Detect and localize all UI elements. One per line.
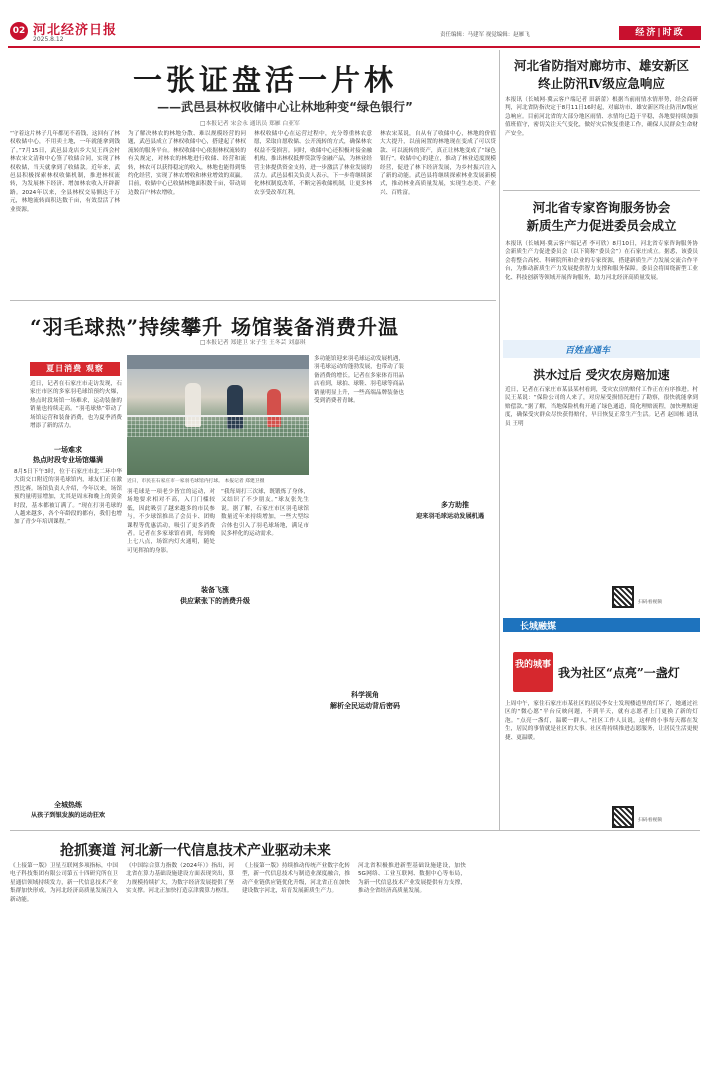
bottom-title: 抢抓赛道 河北新一代信息技术产业驱动未来 [60,843,331,859]
bottom-col-2: 《中国综合算力指数（2024年）》指出，河北省在算力基础设施建设方面表现突出，算力规模持续扩大，为数字经济发展提供了坚实支撑。河北正加快打造京津冀算力枢纽。 [126,863,234,895]
lead-byline: □本报记者 宋会永 通讯员 郑雁 白亚军 [200,121,300,127]
feather-subhead-2: 装备飞涨 [201,586,229,594]
bottom-col-1: 《上接第一版》卫星互联网多项指标，中国电子科技集团有限公司第五十四研究所在卫星通信领域持续发力，新一代信息技术产业集群加快形成，为河北经济高质量发展注入新动能。 [10,863,118,903]
feather-col-3: “我每周打三次球，既锻炼了身体，又结识了不少朋友。”球友张先生说。据了解，石家庄市区羽毛球馆数量近年来持续增加，一些大型综合体也引入了羽毛球场地，满足市民多样化的运动需求。 [221,489,309,538]
feather-subhead-3: 科学视角 [351,691,379,699]
baixing-label: 百姓直通车 [565,346,611,356]
feather-subhead-2b: 供应紧张下的消费升级 [180,597,250,605]
right-mid-title-2: 新质生产力促进委员会成立 [526,218,677,233]
editor-info: 责任编辑：马建军 视觉编辑：赵雁飞 [440,32,530,38]
baixing-title: 洪水过后 受灾农房赔加速 [533,368,670,382]
feather-col-2: 羽毛球是一项老少皆宜的运动，对场地要求相对不高，入门门槛较低，因此吸引了越来越多的市民参与。不少球馆推出了会员卡、团购课程等优惠活动，吸引了更多消费者。记者在多家球馆看到，每到晚上七八点，场馆内灯火通明，随处可见挥拍的身影。 [127,489,215,554]
qr-label-2: 扫码看视频 [638,818,662,823]
feather-col-4: 多功能馆迎来羽毛球运动发展机遇，羽毛球运动的蓬勃发展，也带动了装备消费的增长。记者在多家体育用品店看到，球拍、球鞋、羽毛球等商品销量明显上升，一些高端品牌装备也受到消费者青睐。 [314,356,404,405]
feather-intro: 近日，记者在石家庄市走访发现，石家庄市区的多家羽毛球馆预约火爆，热点时段场馆一场难求，运动装备的销量也持续走高。“羽毛球热”带动了场馆运营和装备消费，也为夏季消费增添了新的活力。 [30,381,122,430]
badminton-photo [127,355,309,475]
paper-name: 河北经济日报 [33,23,118,38]
right-mid-title-1: 河北省专家咨询服务协会 [532,200,671,215]
feather-subhead-4b: 迎来羽毛球运动发展机遇 [415,513,485,520]
summer-consumption-tag: 夏日消费 观察 [30,362,120,376]
bottom-col-3: 《上接第一版》持续推动传统产业数字化转型，新一代信息技术与制造业深度融合，推动产业链供应链优化升级，河北省正在加快建设数字河北，培育发展新质生产力。 [242,863,350,895]
right-top-title-1: 河北省防指对廊坊市、雄安新区 [513,58,689,73]
changcheng-label: 长城融媒 [520,622,557,632]
lead-subtitle: ——武邑县林权收储中心让林地种变“绿色银行” [157,100,413,114]
section-divider [10,300,496,301]
lead-col-3: 林权收储中心在运营过程中，充分尊重林农意愿，采取自愿收储、公开流转的方式，确保林农权益不受损害。同时，收储中心还积极对接金融机构，推出林权抵押贷款等金融产品，为林业经营主体提供资金支持，进一步激活了林业发展的活力。武邑县相关负责人表示，下一步将继续深化林权制度改革，不断完善收储机制，让更多林农享受改革红利。 [254,131,372,196]
qr-label: 扫码看视频 [638,600,662,605]
right-mid-body: 本报讯（长城网·冀云客户端记者 李可欣）8月10日，河北省专家咨询服务协会新质生产力促进委员会（以下简称“委员会”）在石家庄成立。据悉，该委员会将整合高校、科研院所和企业的专家资源，搭建新质生产力发展交流合作平台，为推动新质生产力发展提供智力支撑和服务保障。委员会将围绕新型工业化、科技创新等领域开展咨询服务，助力河北经济高质量发展。 [505,241,698,281]
lead-col-4: 林农宋某说，自从有了收储中心，林地的价值大大提升，以前闲置的林地现在变成了可以贷款、可以流转的资产，真正让林地变成了“绿色银行”。收储中心的建立，推动了林业适度规模经营，促进了林下经济发展，为乡村振兴注入了新的动能。武邑县将继续探索林业发展新模式，推动林业高质量发展，实现生态美、产业兴、百姓富。 [380,131,496,196]
feather-subhead-5: 全城热练 [54,801,82,809]
right-divider-1 [503,190,700,191]
lead-title: 一张证盘活一片林 [132,63,397,97]
right-top-body: 本报讯（长城网·冀云客户端记者 田新蕾）根据当前雨情水情形势，经会商研判，河北省防指决定于8月11日16时起，对廊坊市、雄安新区终止防汛Ⅳ级应急响应。目前河北省的大部分地区雨情、水情均已趋于平稳，各地要持续加强值班值守，密切关注天气变化，做好灾后恢复重建工作，确保人民群众生命财产安全。 [505,97,698,137]
feather-title: “羽毛球热”持续攀升 场馆装备消费升温 [30,315,399,339]
feather-subhead-1: 一场难求 [54,446,82,454]
feather-subhead-5b: 从孩子到银发族的运动狂欢 [30,812,106,819]
photo-caption: 近日，市民在石家庄市一家羽毛球馆内打球。 本报记者 郑建卫摄 [127,479,265,484]
feather-subhead-1b: 热点时段专业场馆爆满 [33,456,103,464]
baixing-body: 近日，记者在石家庄市某县某村看到，受灾农房的赔付工作正在有序推进。村民王某说：“保险公司的人来了，对房屋受损情况进行了勘察，很快就能拿到赔偿款。”据了解，当地保险机构开通了绿色通道，简化理赔流程，加快理赔速度，确保受灾群众尽快获得赔付，早日恢复正常生产生活。记者 赵国栋 通讯员 王明 [505,387,698,427]
page-number: 02 [10,22,28,40]
issue-date: 2025.8.12 [33,36,64,43]
qr-code-icon[interactable] [612,586,634,608]
feather-col-1: 8月5日下午3时，位于石家庄市北二环中华大街交口附近的羽毛球馆内，球友们正在激烈比赛。场馆负责人介绍，今年以来，场馆预约量明显增加，尤其是周末和晚上的黄金时段，基本都被订满了。“现在打羽毛球的人越来越多，各个年龄段的都有，我们也增加了青少年培训课程。” [14,469,122,526]
feather-byline: □本报记者 郑建卫 宋子生 王冬芸 刘嘉琪 [200,340,306,346]
bottom-divider [10,830,700,831]
feather-subhead-4: 多方助推 [441,501,469,509]
masthead-divider [8,46,700,48]
lead-col-1: “守着这片林子几年都见不着钱，这回有了林权收储中心，不用卖土地，一年就能拿到钱了。”7月15日，武邑县龙店乡大吴王西会村林农宋文清和中心签了收储合同，实现了林权收储，当天就拿到了收储款。近年来，武邑县积极探索林权收储机制，推进林权流转，为发展林下经济、增加林农收入开辟新路。2024年以来，全县林权交易额达千万元，林地流转面积达数千亩，有效盘活了林业资源。 [10,131,120,213]
community-body: 上周中午，家住石家庄市某社区的居民李女士发现楼道里的灯坏了，她通过社区的“微心愿”平台反映问题，不到半天，就有志愿者上门更换了新的灯泡。“点亮一盏灯，温暖一群人。”社区工作人员说，这样的小事每天都在发生，居民的事情就是社区的大事。社区将持续推进志愿服务，让居民生活更便捷、更温暖。 [505,701,698,741]
my-city-tag: 我的城事 [513,652,553,692]
masthead [0,0,708,48]
community-title: 我为社区“点亮”一盏灯 [558,666,680,680]
qr-code-icon[interactable] [612,806,634,828]
lead-col-2: 为了解决林农的林地分散、难以规模经营的问题，武邑县成立了林权收储中心，搭建起了林权流转的服务平台。林权收储中心依据林权流转的有关规定，对林农的林地进行收储、经营和流转，林农可以获得稳定的收入，林地也能得到集约化经营，实现了林农增收和林业增效的双赢。目前，收储中心已收储林地面积数千亩，带动周边数百户林农增收。 [128,131,246,196]
right-top-title-2: 终止防汛Ⅳ级应急响应 [538,76,665,91]
column-divider [499,50,500,830]
feather-subhead-3b: 解析全民运动背后密码 [330,702,400,710]
section-tag: 经济|时政 [619,26,701,40]
bottom-col-4: 河北省积极推进新型基础设施建设，加快5G网络、工业互联网、数据中心等布局，为新一代信息技术产业发展提供有力支撑，推动全省经济高质量发展。 [358,863,466,895]
